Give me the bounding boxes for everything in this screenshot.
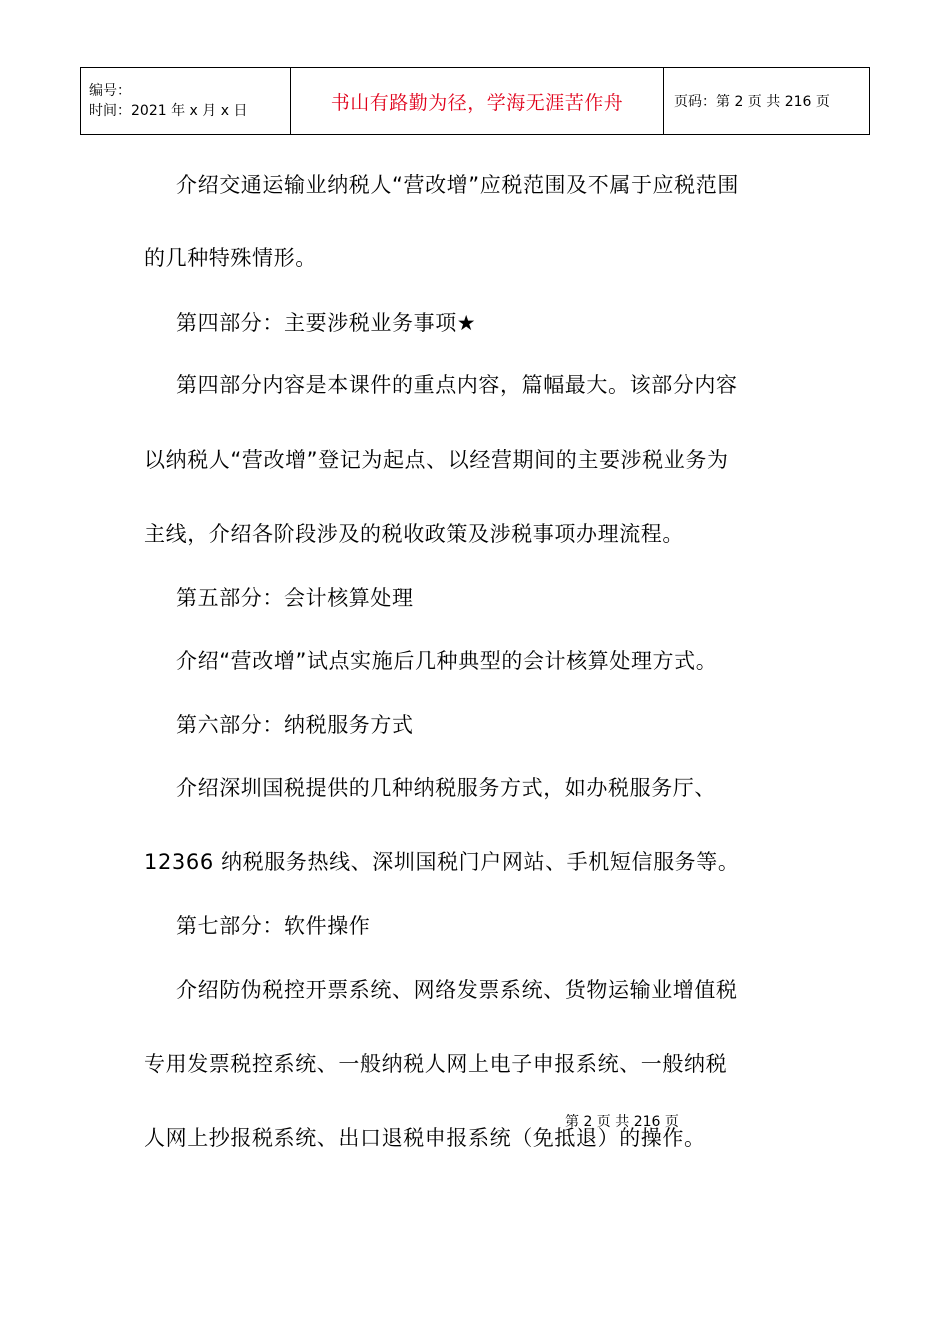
body-line: 介绍“营改增”试点实施后几种典型的会计核算处理方式。: [176, 649, 718, 673]
body-line: 12366 纳税服务热线、深圳国税门户网站、手机短信服务等。: [144, 850, 740, 874]
footer-page-number: 第 2 页 共 216 页: [565, 1114, 679, 1130]
header-page-info: 页码：第 2 页 共 216 页: [664, 68, 870, 135]
body-line: 专用发票税控系统、一般纳税人网上电子申报系统、一般纳税: [144, 1052, 728, 1076]
body-line: 第四部分内容是本课件的重点内容，篇幅最大。该部分内容: [176, 373, 738, 397]
body-line: 介绍防伪税控开票系统、网络发票系统、货物运输业增值税: [176, 978, 738, 1002]
section-heading-part-6: 第六部分：纳税服务方式: [176, 713, 414, 737]
section-heading-part-7: 第七部分：软件操作: [176, 914, 371, 938]
header-meta-cell: [81, 68, 291, 135]
document-number-label: 编号：: [89, 83, 131, 99]
body-line: 介绍交通运输业纳税人“营改增”应税范围及不属于应税范围: [176, 173, 739, 197]
body-line: 以纳税人“营改增”登记为起点、以经营期间的主要涉税业务为: [144, 448, 729, 472]
header-motto: 书山有路勤为径，学海无涯苦作舟: [291, 68, 664, 135]
body-line: 主线，介绍各阶段涉及的税收政策及涉税事项办理流程。: [144, 522, 684, 546]
section-heading-part-4: 第四部分：主要涉税业务事项★: [176, 311, 477, 335]
body-line: 人网上抄报税系统、出口退税申报系统（免抵退）的操作。: [144, 1126, 706, 1150]
page-header: [80, 67, 870, 135]
section-heading-part-5: 第五部分：会计核算处理: [176, 586, 414, 610]
body-line: 介绍深圳国税提供的几种纳税服务方式，如办税服务厅、: [176, 776, 716, 800]
document-date-label: 时间：2021 年 x 月 x 日: [89, 103, 248, 119]
body-line: 的几种特殊情形。: [144, 246, 317, 270]
